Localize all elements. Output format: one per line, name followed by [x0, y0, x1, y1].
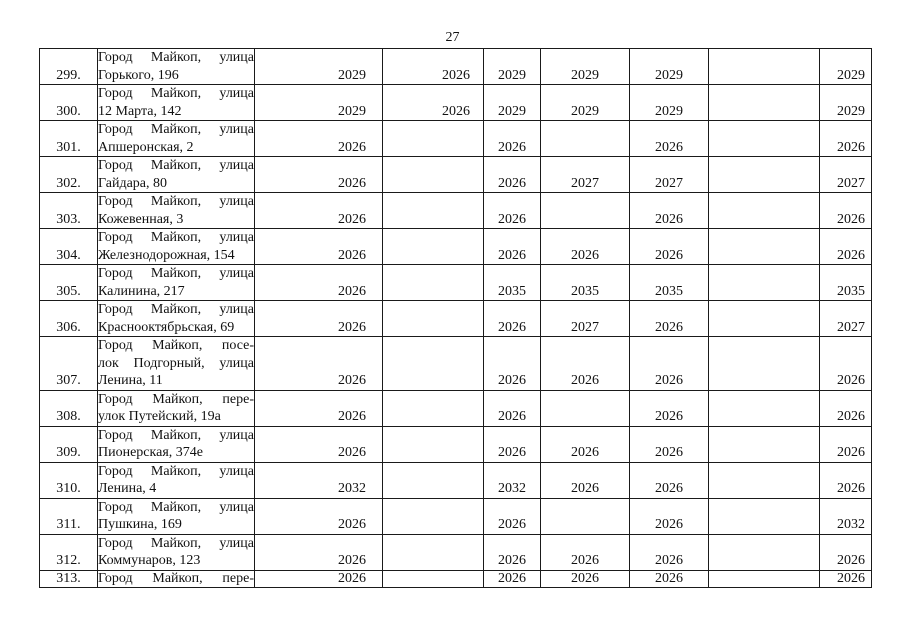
year-cell: [709, 301, 820, 337]
table-row: [40, 534, 872, 570]
address-cell: [98, 301, 255, 337]
address-cell: [98, 390, 255, 426]
year-cell: [709, 85, 820, 121]
year-cell: 2026: [255, 301, 383, 337]
row-number: 305.: [40, 265, 98, 301]
year-cell: 2026: [255, 157, 383, 193]
year-cell: 2026: [820, 570, 872, 587]
year-cell: 2026: [255, 265, 383, 301]
year-cell: 2026: [255, 534, 383, 570]
year-cell: [541, 390, 630, 426]
year-cell: 2026: [255, 570, 383, 587]
address-line: лок Подгорный, улица: [98, 355, 254, 371]
page-number: 27: [445, 30, 460, 45]
year-cell: 2026: [820, 390, 872, 426]
address-line: 12 Марта, 142: [98, 103, 182, 119]
year-cell: 2035: [630, 265, 709, 301]
year-cell: [709, 534, 820, 570]
address-line: Город Майкоп, улица: [98, 194, 254, 209]
year-cell: [383, 570, 484, 587]
address-line: Город Майкоп, пере-: [98, 570, 254, 586]
year-cell: 2032: [255, 462, 383, 498]
year-cell: 2032: [484, 462, 541, 498]
year-cell: [383, 498, 484, 534]
table-row: [40, 121, 872, 157]
address-line: Город Майкоп, улица: [98, 302, 254, 317]
year-cell: 2026: [255, 498, 383, 534]
address-line: Гайдара, 80: [98, 175, 168, 191]
address-line: Краснооктябрьская, 69: [98, 319, 235, 335]
address-line: Город Майкоп, улица: [98, 535, 254, 551]
year-cell: [383, 534, 484, 570]
table-row: [40, 426, 872, 462]
year-cell: [541, 498, 630, 534]
year-cell: 2035: [541, 265, 630, 301]
table-row: [40, 265, 872, 301]
year-cell: 2027: [820, 301, 872, 337]
year-cell: [541, 193, 630, 229]
address-cell: [98, 85, 255, 121]
row-number: 300.: [40, 85, 98, 121]
year-cell: 2026: [255, 390, 383, 426]
address-cell: [98, 121, 255, 157]
year-cell: [383, 426, 484, 462]
year-cell: 2026: [820, 426, 872, 462]
address-line: Апшеронская, 2: [98, 139, 194, 155]
year-cell: [709, 229, 820, 265]
year-cell: 2026: [820, 462, 872, 498]
year-cell: 2026: [541, 534, 630, 570]
year-cell: [383, 337, 484, 391]
year-cell: 2026: [820, 229, 872, 265]
address-line: Город Майкоп, улица: [98, 122, 254, 137]
year-cell: 2026: [630, 570, 709, 587]
year-cell: [709, 157, 820, 193]
address-line: Пушкина, 169: [98, 517, 182, 532]
year-cell: 2026: [484, 570, 541, 587]
table-row: [40, 570, 872, 587]
year-cell: 2029: [630, 49, 709, 85]
table-row: [40, 157, 872, 193]
table-row: [40, 193, 872, 229]
address-cell: [98, 265, 255, 301]
year-cell: [383, 193, 484, 229]
row-number: 302.: [40, 157, 98, 193]
year-cell: 2026: [820, 121, 872, 157]
address-cell: [98, 337, 255, 391]
row-number: 303.: [40, 193, 98, 229]
year-cell: 2026: [630, 498, 709, 534]
address-line: Город Майкоп, посе-: [98, 338, 254, 353]
year-cell: 2026: [484, 121, 541, 157]
year-cell: [383, 265, 484, 301]
address-line: Кожевенная, 3: [98, 211, 184, 227]
year-cell: 2026: [820, 337, 872, 391]
year-cell: [709, 121, 820, 157]
year-cell: 2029: [484, 49, 541, 85]
year-cell: 2026: [630, 534, 709, 570]
table-row: [40, 49, 872, 85]
year-cell: 2026: [630, 337, 709, 391]
year-cell: 2026: [541, 229, 630, 265]
address-line: Город Майкоп, улица: [98, 158, 254, 173]
table-row: [40, 337, 872, 391]
address-cell: [98, 462, 255, 498]
row-number: 307.: [40, 337, 98, 391]
year-cell: 2026: [484, 426, 541, 462]
year-cell: 2026: [541, 462, 630, 498]
table-row: [40, 462, 872, 498]
year-cell: [541, 121, 630, 157]
address-cell: [98, 498, 255, 534]
address-cell: [98, 534, 255, 570]
year-cell: 2035: [484, 265, 541, 301]
address-cell: [98, 426, 255, 462]
address-line: Ленина, 4: [98, 481, 157, 496]
year-cell: 2032: [820, 498, 872, 534]
row-number: 309.: [40, 426, 98, 462]
year-cell: 2027: [541, 157, 630, 193]
year-cell: 2026: [383, 49, 484, 85]
table-row: [40, 390, 872, 426]
address-line: Горького, 196: [98, 67, 179, 83]
year-cell: 2026: [541, 337, 630, 391]
year-cell: [709, 265, 820, 301]
year-cell: [383, 229, 484, 265]
address-line: Город Майкоп, пере-: [98, 391, 254, 407]
year-cell: 2026: [255, 193, 383, 229]
address-line: Город Майкоп, улица: [98, 427, 254, 443]
year-cell: 2026: [484, 229, 541, 265]
year-cell: 2026: [630, 193, 709, 229]
table-row: [40, 85, 872, 121]
year-cell: 2029: [255, 85, 383, 121]
year-cell: 2029: [541, 85, 630, 121]
year-cell: 2029: [255, 49, 383, 85]
year-cell: 2027: [541, 301, 630, 337]
row-number: 313.: [40, 570, 98, 587]
address-cell: [98, 49, 255, 85]
year-cell: 2026: [484, 193, 541, 229]
year-cell: [383, 390, 484, 426]
row-number: 310.: [40, 462, 98, 498]
year-cell: [709, 462, 820, 498]
year-cell: [709, 498, 820, 534]
year-cell: 2026: [255, 426, 383, 462]
row-number: 306.: [40, 301, 98, 337]
table-row: [40, 301, 872, 337]
address-line: Железнодорожная, 154: [98, 247, 235, 263]
address-cell: [98, 570, 255, 587]
registry-table: [39, 48, 872, 588]
year-cell: 2026: [630, 301, 709, 337]
year-cell: 2026: [630, 390, 709, 426]
year-cell: 2026: [630, 426, 709, 462]
year-cell: 2026: [630, 462, 709, 498]
address-line: Пионерская, 374е: [98, 445, 203, 460]
year-cell: 2026: [255, 121, 383, 157]
year-cell: 2026: [255, 229, 383, 265]
year-cell: 2026: [541, 570, 630, 587]
year-cell: 2027: [630, 157, 709, 193]
address-cell: [98, 229, 255, 265]
address-line: Коммунаров, 123: [98, 553, 201, 568]
address-line: Ленина, 11: [98, 373, 163, 388]
year-cell: 2026: [630, 229, 709, 265]
year-cell: 2029: [820, 85, 872, 121]
year-cell: [383, 462, 484, 498]
table-row: [40, 498, 872, 534]
year-cell: [709, 570, 820, 587]
row-number: 308.: [40, 390, 98, 426]
year-cell: [709, 426, 820, 462]
year-cell: [709, 337, 820, 391]
year-cell: 2026: [630, 121, 709, 157]
year-cell: [709, 390, 820, 426]
address-line: Город Майкоп, улица: [98, 230, 254, 245]
year-cell: 2026: [484, 390, 541, 426]
table-body: [40, 49, 872, 588]
year-cell: [709, 49, 820, 85]
year-cell: 2026: [820, 193, 872, 229]
year-cell: 2026: [541, 426, 630, 462]
address-line: улок Путейский, 19а: [98, 409, 221, 424]
year-cell: 2026: [484, 301, 541, 337]
address-line: Калинина, 217: [98, 283, 185, 299]
year-cell: 2026: [383, 85, 484, 121]
year-cell: 2029: [484, 85, 541, 121]
row-number: 304.: [40, 229, 98, 265]
address-line: Город Майкоп, улица: [98, 463, 254, 479]
table-row: [40, 229, 872, 265]
year-cell: 2035: [820, 265, 872, 301]
row-number: 299.: [40, 49, 98, 85]
address-cell: [98, 193, 255, 229]
year-cell: [383, 157, 484, 193]
address-cell: [98, 157, 255, 193]
row-number: 311.: [40, 498, 98, 534]
year-cell: [709, 193, 820, 229]
year-cell: 2026: [820, 534, 872, 570]
year-cell: 2026: [255, 337, 383, 391]
row-number: 312.: [40, 534, 98, 570]
address-line: Город Майкоп, улица: [98, 499, 254, 515]
address-line: Город Майкоп, улица: [98, 266, 254, 281]
year-cell: 2027: [820, 157, 872, 193]
year-cell: [383, 121, 484, 157]
year-cell: 2029: [630, 85, 709, 121]
year-cell: 2026: [484, 157, 541, 193]
year-cell: 2026: [484, 337, 541, 391]
year-cell: 2029: [820, 49, 872, 85]
address-line: Город Майкоп, улица: [98, 50, 254, 65]
year-cell: 2026: [484, 498, 541, 534]
year-cell: [383, 301, 484, 337]
row-number: 301.: [40, 121, 98, 157]
year-cell: 2026: [484, 534, 541, 570]
address-line: Город Майкоп, улица: [98, 86, 254, 101]
year-cell: 2029: [541, 49, 630, 85]
